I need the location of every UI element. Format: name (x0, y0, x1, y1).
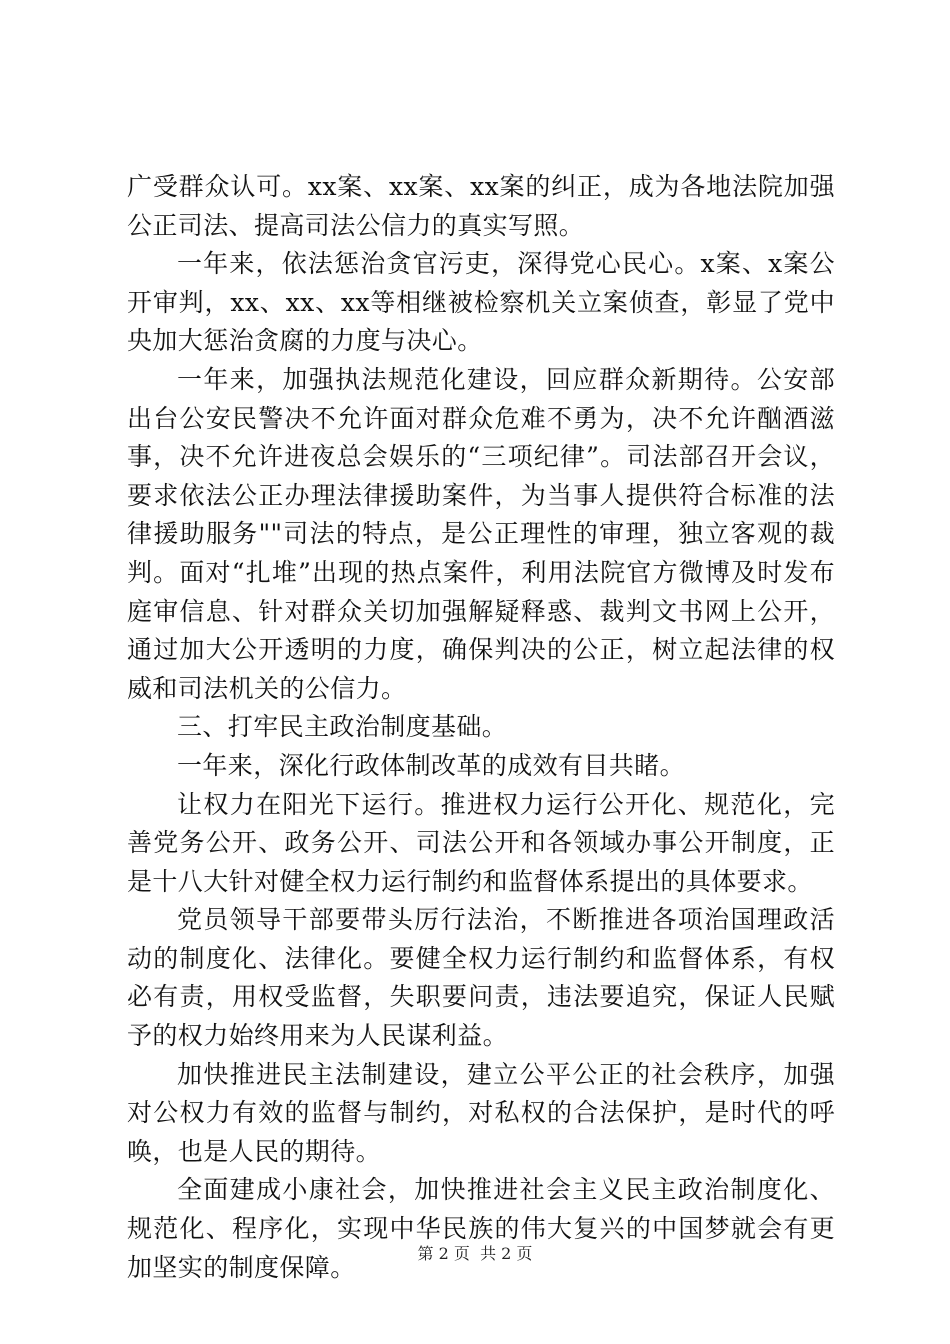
paragraph: 一年来，依法惩治贪官污吏，深得党心民心。x案、x案公开审判，xx、xx、xx等相继被检察机关立案侦查，彰显了党中央加大惩治贪腐的力度与决心。 (127, 249, 835, 356)
section-heading: 三、打牢民主政治制度基础。 (177, 712, 508, 742)
page-footer (0, 1244, 950, 1264)
paragraph: 加快推进民主法制建设，建立公平公正的社会秩序，加强对公权力有效的监督与制约，对私权的合法保护，是时代的呼唤，也是人民的期待。 (127, 1059, 835, 1166)
paragraph-continuation: 广受群众认可。xx案、xx案、xx案的纠正，成为各地法院加强公正司法、提高司法公信力的真实写照。 (127, 172, 835, 240)
page-number: 第 2 页 共 2 页 (417, 1244, 533, 1263)
paragraph: 一年来，深化行政体制改革的成效有目共睹。 (177, 750, 686, 780)
paragraph: 一年来，加强执法规范化建设，回应群众新期待。公安部出台公安民警决不允许面对群众危难不勇为，决不允许酗酒滋事，决不允许进夜总会娱乐的“三项纪律”。司法部召开会议，要求依法公正办理法律援助案件，为当事人提供符合标准的法律援助服务""司法的特点，是公正理性的审理，独立客观的裁判。面对“扎堆”出现的热点案件，利用法院官方微博及时发布庭审信息、针对群众关切加强解疑释惑、裁判文书网上公开，通过加大公开透明的力度，确保判决的公正，树立起法律的权威和司法机关的公信力。 (127, 364, 835, 703)
paragraph: 让权力在阳光下运行。推进权力运行公开化、规范化，完善党务公开、政务公开、司法公开和各领域办事公开制度，正是十八大针对健全权力运行制约和监督体系提出的具体要求。 (127, 789, 835, 896)
paragraph: 全面建成小康社会，加快推进社会主义民主政治制度化、规范化、程序化，实现中华民族的伟大复兴的中国梦就会有更加坚实的制度保障。 (127, 1175, 835, 1282)
document-body (127, 168, 835, 1287)
paragraph: 党员领导干部要带头厉行法治，不断推进各项治国理政活动的制度化、法律化。要健全权力运行制约和监督体系，有权必有责，用权受监督，失职要问责，违法要追究，保证人民赋予的权力始终用来为人民谋利益。 (127, 905, 835, 1051)
